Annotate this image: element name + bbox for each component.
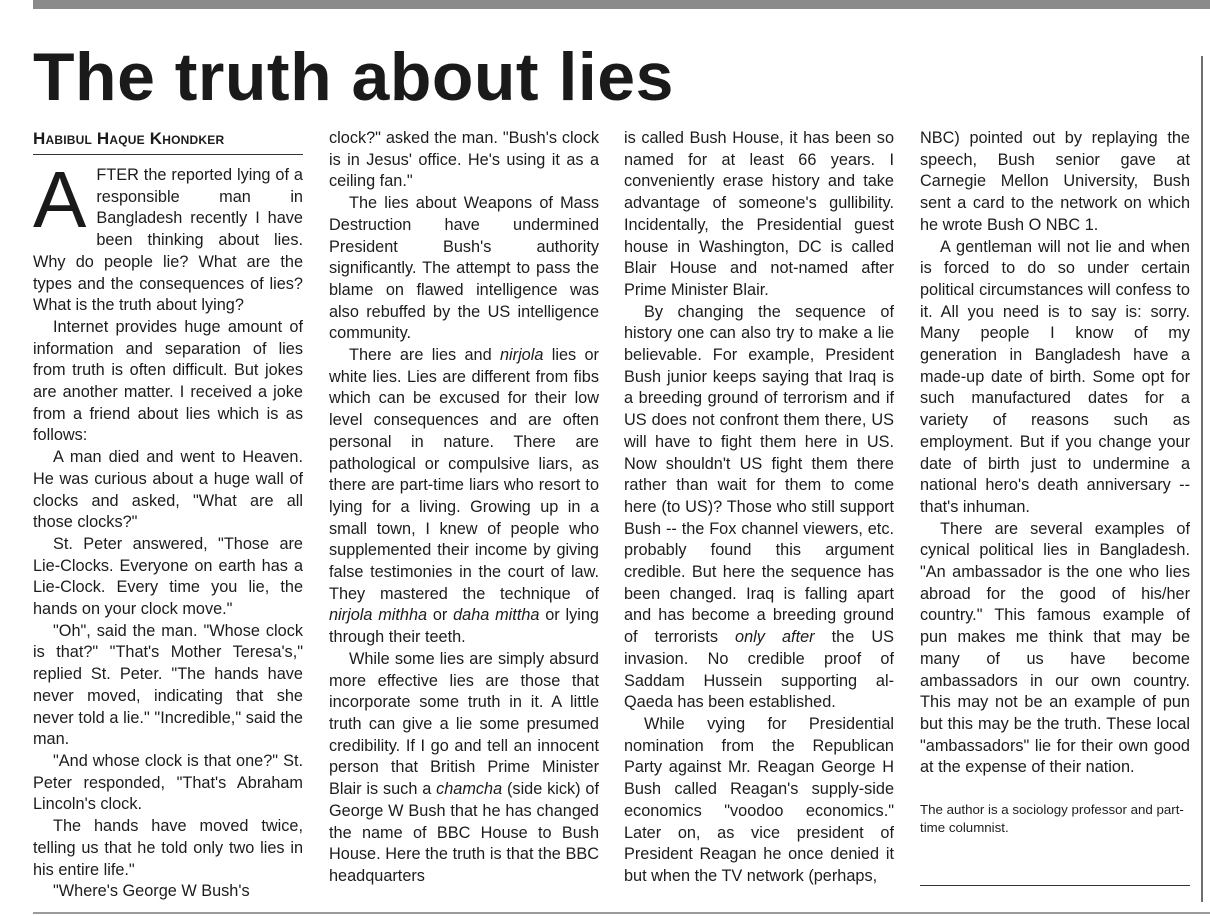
byline-text: Habibul Haque Khondker	[33, 129, 225, 148]
paragraph: "Oh", said the man. "Whose clock is that?" "That's Mother Teresa's," replied St. Peter. "The hands have never moved, indicating that she never told a lie." "Incredible," said the man.	[33, 621, 303, 749]
paragraph: A man died and went to Heaven. He was curious about a huge wall of clocks and asked, "What are all those clocks?"	[33, 448, 303, 532]
text-run: or lying through their teeth.	[329, 606, 599, 647]
italic-term: nirjola	[499, 346, 544, 365]
headline: The truth about lies	[33, 39, 674, 115]
paragraph	[329, 649, 599, 888]
text-run: By changing the sequence of history one can also try to make a lie believable. For example, President Bush junior keeps saying that Iraq is a breeding ground of terrorism and if US does not confront them there, US will have to fight them here in US. Now shouldn't US fight them there rather than wait for them to come here (to US)? Those who still support Bush -- the Fox channel viewers, etc. probably found this argument credible. But here the sequence has been changed. Iraq is falling apart and has become a breeding ground of terrorists	[624, 302, 894, 647]
paragraph: "And whose clock is that one?" St. Peter responded, "That's Abraham Lincoln's clock.	[33, 751, 303, 814]
paragraph: St. Peter answered, "Those are Lie-Clocks. Everyone on earth has a Lie-Clock. Every time you lie, the hands on your clock move."	[33, 534, 303, 619]
text-run: the US invasion. No credible proof of Saddam Hussein supporting al-Qaeda has been established.	[624, 628, 894, 712]
paragraph: "Where's George W Bush's	[53, 882, 250, 901]
paragraph: The hands have moved twice, telling us that he told only two lies in his entire life."	[33, 817, 303, 879]
text-run: There are lies and	[349, 346, 500, 365]
text-run: While some lies are simply absurd more effective lies are those that incorporate some truth in it. A little truth can give a lie some presumed credibility. If I go and tell an innocent person that British Prime Minister Blair is such a	[329, 649, 599, 799]
drop-cap: A	[33, 155, 87, 244]
paragraph	[624, 302, 894, 714]
column-2	[329, 128, 599, 906]
note-rule	[920, 885, 1190, 886]
text-run: or	[427, 606, 454, 625]
column-rule-right	[1201, 56, 1203, 902]
text-run: lies or white lies. Lies are different from fibs which can be excused for their low level consequences and are often personal in nature. There are pathological or compulsive liars, as there are part-time liars who resort to lying for a living. Growing up in a small town, I knew of people who supplemented their income by giving false testimonies in the court of law. They mastered the technique of	[329, 346, 599, 603]
author-note: The author is a sociology professor and part-time columnist.	[920, 802, 1184, 836]
column-4	[920, 128, 1190, 906]
paragraph: The lies about Weapons of Mass Destruction have undermined President Bush's authority significantly. The attempt to pass the blame on flawed intelligence was also rebuffed by the US intelligence community.	[329, 194, 599, 343]
paragraph	[33, 155, 303, 317]
byline	[33, 128, 303, 155]
paragraph: While vying for Presidential nomination from the Republican Party against Mr. Reagan George H Bush called Reagan's supply-side economics "voodoo economics." Later on, as vice president of President Reagan he once denied it but when the TV network (perhaps,	[624, 714, 894, 885]
italic-term: daha mittha	[453, 606, 540, 625]
paragraph: There are several examples of cynical political lies in Bangladesh. "An ambassador is the one who lies abroad for the good of his/her country." This famous example of pun makes me think that may be many of us have become ambassadors in our own country. This may not be an example of pun but this may be the truth. These local "ambassadors" lie for their own good at the expense of their nation.	[920, 519, 1190, 777]
paragraph-text: FTER the reported lying of a responsible man in Bangladesh recently I have been thinking about lies. Why do people lie? What are the types and the consequences of lies? What is the truth about lying?	[33, 166, 303, 315]
italic-term: nirjola mithha	[329, 606, 428, 625]
bottom-rule	[33, 912, 1210, 914]
text-run: (side kick) of George W Bush that he has changed the name of BBC House to Bush House. Here the truth is that the BBC headquarters	[329, 780, 599, 885]
italic-term: chamcha	[436, 780, 503, 799]
paragraph: clock?" asked the man. "Bush's clock is in Jesus' office. He's using it as a ceiling fan."	[329, 129, 599, 191]
paragraph: A gentleman will not lie and when is forced to do so under certain political circumstances will confess to it. All you need is to say is: sorry. Many people I know of my generation in Bangladesh have a made-up date of birth. Some opt for such manufactured dates for a variety of reasons such as employment. But if you change your date of birth just to undermine a national hero's death anniversary -- that's inhuman.	[920, 237, 1190, 516]
column-1	[33, 128, 303, 906]
paragraph: NBC) pointed out by replaying the speech, Bush senior gave at Carnegie Mellon University, Bush sent a card to the network on which he wrote Bush O NBC 1.	[920, 129, 1190, 234]
column-3	[624, 128, 894, 906]
top-rule	[33, 0, 1210, 9]
paragraph: Internet provides huge amount of information and separation of lies from truth is often difficult. But jokes are another matter. I received a joke from a friend about lies which is as follows:	[33, 317, 303, 445]
italic-term: only after	[735, 628, 815, 647]
paragraph: is called Bush House, it has been so named for at least 66 years. I conveniently erase history and take advantage of someone's gullibility. Incidentally, the Presidential guest house in Washington, DC is called Blair House and not-named after Prime Minister Blair.	[624, 129, 894, 299]
paragraph	[329, 345, 599, 649]
